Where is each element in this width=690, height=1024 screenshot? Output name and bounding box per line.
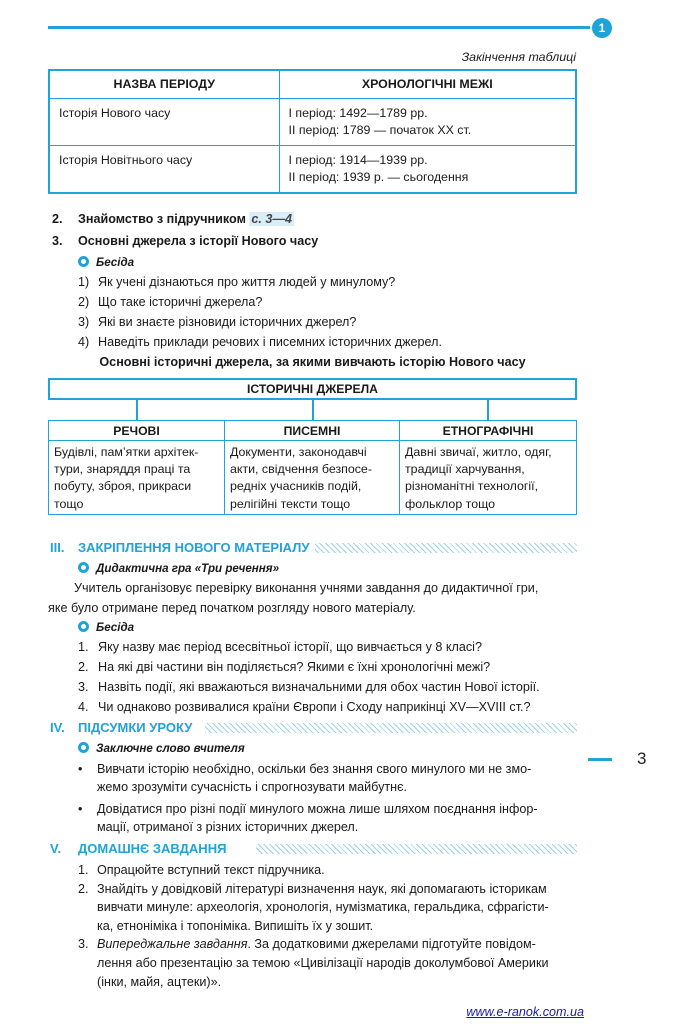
column-header-chronological-bounds: ХРОНОЛОГІЧНІ МЕЖІ	[279, 70, 576, 98]
period-bound-line: ІІ період: 1789 — початок ХХ ст.	[288, 122, 472, 137]
table-header-row	[49, 70, 576, 98]
decorative-dots	[205, 723, 577, 733]
textbook-pages-ref: с. 3—4	[251, 212, 292, 226]
section-heading-v: V. ДОМАШНЄ ЗАВДАННЯ	[50, 841, 577, 857]
periods-table	[48, 69, 577, 194]
conversation-label: Бесіда	[78, 621, 134, 634]
diagram-root-box: ІСТОРИЧНІ ДЖЕРЕЛА	[48, 378, 577, 400]
list-item: 2. Знайдіть у довідковій літературі визначення наук, які допомагають історикам вивчати минуле: археологія, хронологія, нумізматика, геральдика, сфрагісти- ка, етноніміка і топоніміка. Випишіть їх у зошит.	[78, 881, 549, 933]
column-header-period-name: НАЗВА ПЕРІОДУ	[49, 70, 279, 98]
game-label: Дидактична гра «Три речення»	[78, 562, 279, 575]
period-bound-line: ІІ період: 1939 р. — сьогодення	[288, 169, 469, 184]
period-bounds-cell	[279, 145, 576, 193]
period-bound-line: І період: 1914—1939 рр.	[288, 152, 428, 167]
list-item: 2) Що таке історичні джерела?	[78, 295, 263, 309]
list-item: 2. На які дві частини він поділяється? Якими є їхні хронологічні межі?	[78, 660, 491, 674]
step-2	[52, 211, 294, 228]
column-heading: РЕЧОВІ	[49, 421, 224, 441]
conversation-questions	[78, 272, 588, 352]
diagram-connectors	[48, 400, 577, 420]
column-body: Документи, законодавчі акти, свідчення безпосе- редніх учасників подій, релігійні тексти тощо	[230, 445, 372, 511]
circle-bullet-icon	[78, 742, 89, 753]
circle-bullet-icon	[78, 256, 89, 267]
circle-bullet-icon	[78, 621, 89, 632]
review-questions	[78, 637, 588, 717]
step-number: 3.	[52, 234, 63, 248]
list-item: 4) Наведіть приклади речових і писемних історичних джерел.	[78, 335, 442, 349]
paragraph: Учитель організовує перевірку виконання учнями завдання до дидактичної гри, яке було отримане перед початком розгляду нового матеріалу.	[48, 581, 539, 615]
column-heading: ПИСЕМНІ	[225, 421, 399, 441]
sources-diagram	[48, 378, 577, 515]
conversation-label	[78, 256, 134, 269]
column-heading: ЕТНОГРАФІЧНІ	[400, 421, 576, 441]
list-item: 1. Яку назву має період всесвітньої історії, що вивчається у 8 класі?	[78, 640, 482, 654]
connector-line	[312, 400, 314, 420]
list-item: 1. Опрацюйте вступний текст підручника.	[78, 863, 325, 877]
summary-bullets	[78, 760, 580, 840]
section-heading-iii: III. ЗАКРІПЛЕННЯ НОВОГО МАТЕРІАЛУ	[50, 540, 577, 556]
list-item: 3) Які ви знаєте різновиди історичних джерел?	[78, 315, 357, 329]
column-body: Давні звичаї, житло, одяг, традиції харчування, різноманітні технології, фольклор тощо	[405, 445, 552, 511]
table-row	[49, 145, 576, 193]
table-row	[49, 98, 576, 145]
period-name-cell: Історія Новітнього часу	[49, 145, 279, 193]
list-item: • Вивчати історію необхідно, оскільки без знання свого минулого ми не змо- жемо зрозуміти сучасність і спрогнозувати майбутнє.	[78, 760, 580, 796]
decorative-dots	[256, 844, 577, 854]
homework-list	[78, 861, 580, 991]
diagram-columns	[48, 420, 577, 515]
page-number: 3	[637, 749, 647, 768]
source-column-ethnographic	[400, 421, 576, 514]
source-column-material	[49, 421, 225, 514]
diagram-title: Основні історичні джерела, за якими вивчають історію Нового часу	[99, 355, 526, 369]
period-bounds-cell	[279, 98, 576, 145]
chapter-badge: 1	[592, 18, 612, 38]
conversation-label-text: Бесіда	[96, 256, 135, 269]
connector-line	[136, 400, 138, 420]
period-bound-line: І період: 1492—1789 рр.	[288, 105, 428, 120]
list-item: 3. Назвіть події, які вважаються визначальними для обох частин Нової історії.	[78, 680, 540, 694]
step-number: 2.	[52, 212, 63, 226]
decorative-dots	[312, 543, 577, 553]
closing-word-label: Заключне слово вчителя	[78, 742, 245, 755]
step-text: Основні джерела з історії Нового часу	[78, 234, 319, 248]
source-column-written	[225, 421, 400, 514]
column-body: Будівлі, пам’ятки архітек- тури, знаряддя праці та побуту, зброя, прикраси тощо	[54, 445, 199, 511]
list-item: 3. Випереджальне завдання. За додатковими джерелами підготуйте повідом- лення або презентацію за темою «Цивілізації народів доколумбової Америки (інки, майя, ацтеки)».	[78, 937, 549, 989]
page-marker-bar	[588, 758, 612, 761]
top-rule	[48, 26, 590, 29]
period-name-cell: Історія Нового часу	[49, 98, 279, 145]
step-3	[52, 233, 318, 250]
section-heading-iv: IV. ПІДСУМКИ УРОКУ	[50, 720, 577, 736]
step-text: Знайомство з підручником	[78, 212, 250, 226]
list-item: • Довідатися про різні події минулого можна лише шляхом поєднання інфор- мації, отриманої з різних історичних джерел.	[78, 800, 580, 836]
connector-line	[487, 400, 489, 420]
list-item: 1) Як учені дізнаються про життя людей у минулому?	[78, 275, 396, 289]
table-continued-label: Закінчення таблиці	[461, 50, 576, 64]
circle-bullet-icon	[78, 562, 89, 573]
publisher-website-link[interactable]: www.e-ranok.com.ua	[466, 1005, 584, 1019]
list-item: 4. Чи однаково розвивалися країни Європи і Сходу наприкінці XV—XVIII ст.?	[78, 700, 531, 714]
